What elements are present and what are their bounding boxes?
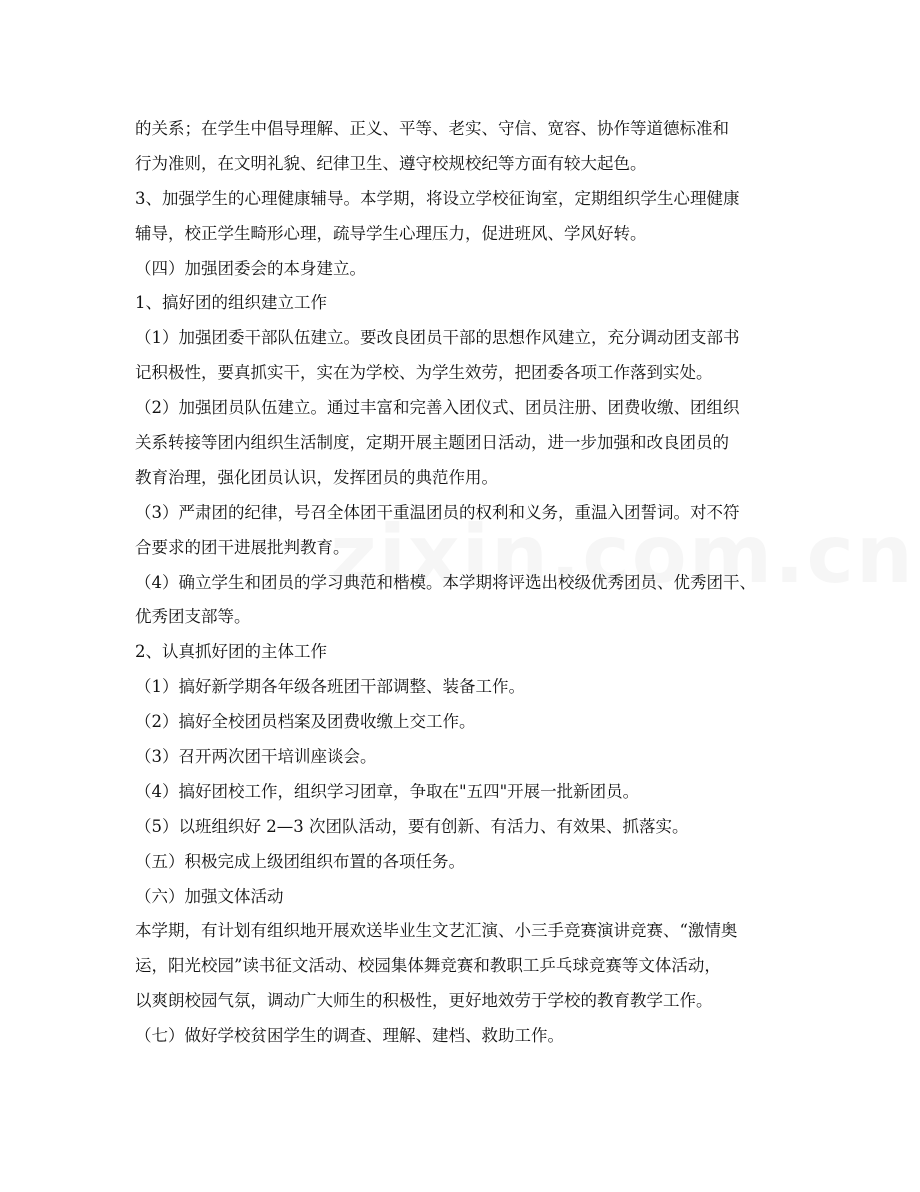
text-line: 1、搞好团的组织建立工作 (135, 293, 327, 313)
text-line: 记积极性，要真抓实干，实在为学校、为学生效劳，把团委各项工作落到实处。 (135, 363, 713, 383)
text-line: （4）搞好团校工作，组织学习团章，争取在"五四"开展一批新团员。 (135, 781, 640, 801)
text-line: （五）积极完成上级团组织布置的各项任务。 (135, 851, 465, 871)
text-line: （七）做好学校贫困学生的调查、理解、建档、救助工作。 (135, 1026, 564, 1046)
text-line: （2）搞好全校团员档案及团费收缴上交工作。 (135, 712, 476, 732)
text-line: （2）加强团员队伍建立。通过丰富和完善入团仪式、团员注册、团费收缴、团组织 (135, 398, 740, 418)
text-line: （5）以班组织好 2—3 次团队活动，要有创新、有活力、有效果、抓落实。 (135, 816, 689, 836)
text-line: （1）搞好新学期各年级各班团干部调整、装备工作。 (135, 677, 525, 697)
text-line: 以爽朗校园气氛，调动广大师生的积极性，更好地效劳于学校的教育教学工作。 (135, 991, 713, 1011)
document-body (135, 112, 795, 1054)
text-line: （4）确立学生和团员的学习典范和楷模。本学期将评选出校级优秀团员、优秀团干、 (135, 572, 756, 592)
text-line: 合要求的团干进展批判教育。 (135, 537, 350, 557)
text-line: 本学期，有计划有组织地开展欢送毕业生文艺汇演、小三手竞赛演讲竞赛、“激情奥 (135, 921, 738, 941)
text-line: （3）召开两次团干培训座谈会。 (135, 747, 377, 767)
text-line: （六）加强文体活动 (135, 886, 284, 906)
text-line: 运，阳光校园”读书征文活动、校园集体舞竞赛和教职工乒乓球竞赛等文体活动， (135, 956, 721, 976)
text-line: 优秀团支部等。 (135, 607, 251, 627)
text-line: （四）加强团委会的本身建立。 (135, 258, 366, 278)
text-line: 教育治理，强化团员认识，发挥团员的典范作用。 (135, 467, 498, 487)
text-line: 2、认真抓好团的主体工作 (135, 642, 327, 662)
text-line: 关系转接等团内组织生活制度，定期开展主题团日活动，进一步加强和改良团员的 (135, 433, 729, 453)
text-line: 3、加强学生的心理健康辅导。本学期，将设立学校征询室，定期组织学生心理健康 (135, 188, 740, 208)
text-line: 的关系；在学生中倡导理解、正义、平等、老实、守信、宽容、协作等道德标准和 (135, 119, 729, 138)
text-line: 行为准则，在文明礼貌、纪律卫生、遵守校规校纪等方面有较大起色。 (135, 153, 647, 173)
text-line: （1）加强团委干部队伍建立。要改良团员干部的思想作风建立，充分调动团支部书 (135, 328, 740, 348)
text-line: 辅导，校正学生畸形心理，疏导学生心理压力，促进班风、学风好转。 (135, 223, 647, 243)
text-line: （3）严肃团的纪律，号召全体团干重温团员的权利和义务，重温入团誓词。对不符 (135, 502, 740, 522)
